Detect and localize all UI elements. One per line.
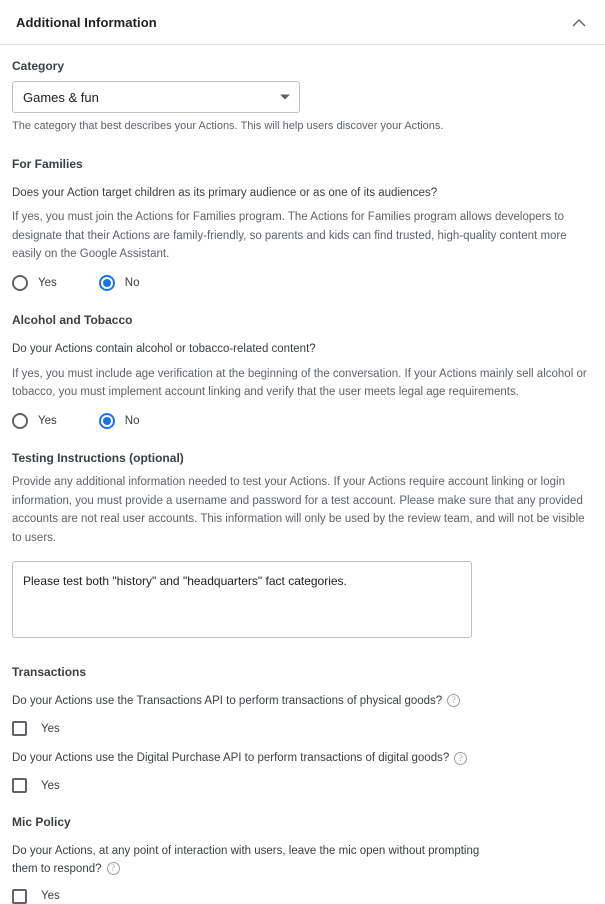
alcohol-tobacco-question: Do your Actions contain alcohol or tobacco-related content?	[12, 343, 316, 356]
checkbox-label: Yes	[41, 722, 60, 735]
mic-policy-checkbox-row[interactable]	[12, 889, 593, 904]
alcohol-tobacco-label: Alcohol and Tobacco	[12, 313, 133, 328]
for-families-question: Does your Action target children as its primary audience or as one of its audiences?	[12, 186, 438, 199]
transactions-physical-question	[12, 693, 593, 710]
help-icon[interactable]: ?	[107, 862, 120, 875]
testing-instructions-label: Testing Instructions (optional)	[12, 451, 184, 466]
alcohol-tobacco-radio-no[interactable]	[99, 413, 140, 429]
for-families-radio-group	[12, 275, 593, 291]
question-text: Do your Actions use the Transactions API to perform transactions of physical goods?	[12, 694, 443, 707]
checkbox-label: Yes	[41, 890, 60, 903]
radio-icon-selected	[99, 275, 115, 291]
page-title: Additional Information	[16, 14, 157, 30]
for-families-description: If yes, you must join the Actions for Families program. The Actions for Families program allows developers to designate that their Actions are family-friendly, so parents and kids can find trusted, high-quality content more easily on the Google Assistant.	[12, 211, 567, 260]
radio-label: Yes	[38, 415, 57, 428]
alcohol-tobacco-radio-yes[interactable]	[12, 413, 57, 429]
alcohol-tobacco-radio-group	[12, 413, 593, 429]
for-families-radio-yes[interactable]	[12, 275, 57, 291]
radio-label: No	[124, 277, 140, 290]
category-selected-value: Games & fun	[23, 89, 99, 105]
category-select[interactable]	[12, 81, 300, 113]
category-label: Category	[12, 59, 65, 73]
checkbox-icon	[12, 778, 27, 793]
mic-policy-label: Mic Policy	[12, 815, 71, 830]
question-text: Do your Actions, at any point of interaction with users, leave the mic open without prompting them to respond?	[12, 845, 480, 875]
radio-icon	[12, 275, 28, 291]
transactions-digital-checkbox-row[interactable]	[12, 778, 593, 793]
help-icon[interactable]: ?	[454, 752, 467, 765]
radio-label: Yes	[38, 277, 57, 290]
checkbox-icon	[12, 889, 27, 904]
chevron-up-icon[interactable]	[569, 12, 589, 32]
mic-policy-question	[12, 843, 482, 878]
category-help-text: The category that best describes your Actions. This will help users discover your Actions.	[12, 120, 444, 132]
radio-icon	[12, 413, 28, 429]
help-icon[interactable]: ?	[447, 694, 460, 707]
transactions-label: Transactions	[12, 664, 87, 679]
testing-instructions-input[interactable]	[12, 561, 472, 638]
alcohol-tobacco-description: If yes, you must include age verification at the beginning of the conversation. If your Actions mainly sell alcohol or tobacco, you must implement account linking and verify that the user meets legal age requirements.	[12, 367, 587, 398]
for-families-label: For Families	[12, 156, 83, 171]
testing-instructions-description: Provide any additional information needed to test your Actions. If your Actions require account linking or login information, you must provide a username and password for a test account. Please make sure that any provided accounts are not real user accounts. This information will only be used by the review team, and will not be visible to users.	[12, 476, 585, 544]
transactions-physical-checkbox-row[interactable]	[12, 721, 593, 736]
radio-label: No	[124, 415, 140, 428]
transactions-digital-question	[12, 750, 593, 767]
chevron-down-icon	[280, 95, 290, 100]
radio-icon-selected	[99, 413, 115, 429]
checkbox-label: Yes	[41, 779, 60, 792]
panel-header	[0, 0, 605, 45]
for-families-radio-no[interactable]	[99, 275, 140, 291]
question-text: Do your Actions use the Digital Purchase API to perform transactions of digital goods?	[12, 752, 450, 765]
form-content	[0, 45, 605, 904]
checkbox-icon	[12, 721, 27, 736]
